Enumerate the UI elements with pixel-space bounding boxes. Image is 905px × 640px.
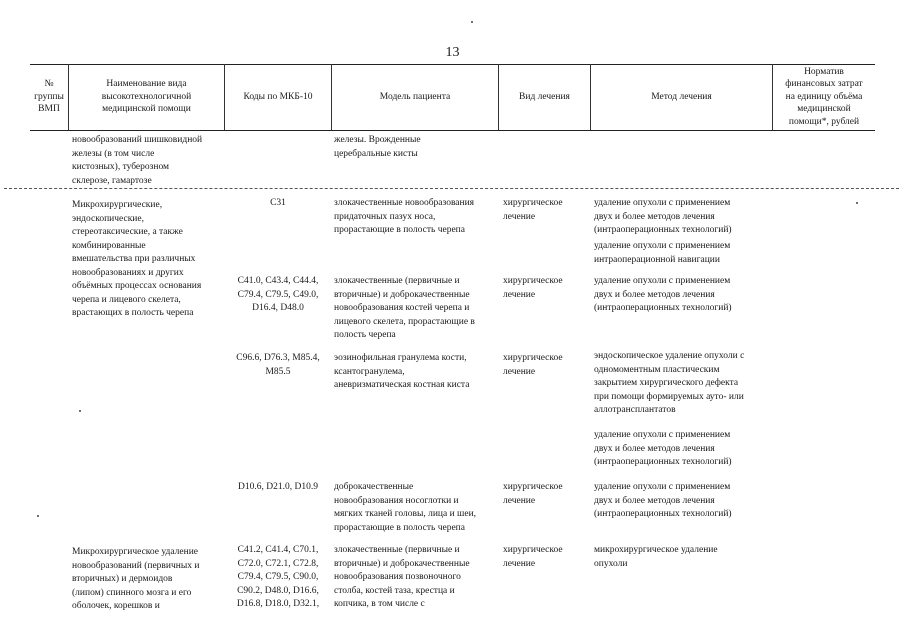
block1-row1-kind: хирургическое лечение	[503, 198, 563, 222]
block2-model: злокачественные (первичные и вторичные) и доброкачественные новообразования позвоночного столба, костей таза, крестца и копчика, в том числе с	[334, 545, 470, 609]
block1-row1-method2: удаление опухоли с применением интраоперационной навигации	[594, 241, 731, 265]
block2-codes: C41.2, C41.4, C70.1, C72.0, C72.1, C72.8, C79.4, C79.5, C90.0, C90.2, D48.0, D16.6, D16.8, D18.0, D32.1,	[236, 545, 320, 609]
block1-row1-model: злокачественные новообразования придаточных пазух носа, прорастающие в полость черепа	[334, 198, 475, 235]
block1-row2-kind: хирургическое лечение	[503, 276, 563, 300]
header-codes	[225, 64, 331, 130]
header-group	[30, 64, 68, 130]
page-break-line	[4, 188, 899, 189]
block1-name: Микрохирургические, эндоскопические, стереотаксические, а также комбинированные вмешательства при различных новообразованиях и других объёмных процессах основания черепа и лицевого скелета, врастающих в полость черепа	[72, 200, 202, 318]
header-method	[591, 64, 772, 130]
scan-dot	[471, 21, 473, 23]
header-codes-text: Коды по МКБ-10	[243, 91, 313, 102]
header-group-text: № группы ВМП	[34, 79, 64, 115]
scan-dot	[79, 410, 81, 412]
continuation-name: новообразований шишковидной железы (в том числе кистозных), туберозном склерозе, гамартозе	[72, 135, 203, 186]
block1-row3-method1: эндоскопическое удаление опухоли с одномоментным пластическим закрытием хирургического дефекта при помощи формируемых ауто- или аллотрансплантатов	[594, 351, 745, 415]
page-number: 13	[445, 45, 460, 60]
header-method-text: Метод лечения	[651, 91, 712, 102]
block1-row3-model: эозинофильная гранулема кости, ксантогранулема, аневризматическая костная киста	[334, 353, 470, 390]
header-model	[332, 64, 498, 130]
block1-row1-method1: удаление опухоли с применением двух и более методов лечения (интраоперационных технологий)	[594, 198, 732, 235]
block1-row2-codes: C41.0, C43.4, C44.4, C79.4, C79.5, C49.0, D16.4, D48.0	[237, 276, 319, 313]
continuation-model: железы. Врожденные церебральные кисты	[334, 135, 421, 159]
block1-row4-kind: хирургическое лечение	[503, 482, 563, 506]
header-norm-text: Норматив финансовых затрат на единицу объёма медицинской помощи*, рублей	[785, 66, 863, 127]
block1-row1-codes: C31	[270, 198, 286, 208]
header-bottom-rule	[30, 130, 875, 131]
block2-name: Микрохирургическое удаление новообразований (первичных и вторичных) и дермоидов (липом) спинного мозга и его оболочек, корешков и	[72, 547, 200, 611]
block1-row4-model: доброкачественные новообразования носоглотки и мягких тканей головы, лица и шеи, прорастающие в полость черепа	[334, 482, 477, 533]
block1-row4-method1: удаление опухоли с применением двух и более методов лечения (интраоперационных технологий)	[594, 482, 732, 519]
scan-dot	[856, 202, 858, 204]
block1-row3-method2: удаление опухоли с применением двух и более методов лечения (интраоперационных технологий)	[594, 430, 732, 467]
header-name-text: Наименование вида высокотехнологичной медицинской помощи	[101, 79, 192, 115]
scan-dot	[37, 515, 39, 517]
header-kind-text: Вид лечения	[519, 91, 570, 102]
block1-row3-kind: хирургическое лечение	[503, 353, 563, 377]
header-norm	[773, 64, 875, 130]
block1-row3-codes: C96.6, D76.3, M85.4, M85.5	[236, 353, 320, 377]
header-model-text: Модель пациента	[379, 91, 451, 102]
header-name	[69, 64, 224, 130]
block2-kind: хирургическое лечение	[503, 545, 563, 569]
block1-row2-method1: удаление опухоли с применением двух и более методов лечения (интраоперационных технологий)	[594, 276, 732, 313]
block2-method: микрохирургическое удаление опухоли	[594, 545, 718, 569]
block1-row2-model: злокачественные (первичные и вторичные) и доброкачественные новообразования костей черепа и лицевого скелета, прорастающие в полость черепа	[334, 276, 475, 340]
block1-row4-codes: D10.6, D21.0, D10.9	[238, 482, 318, 492]
header-kind	[499, 64, 590, 130]
